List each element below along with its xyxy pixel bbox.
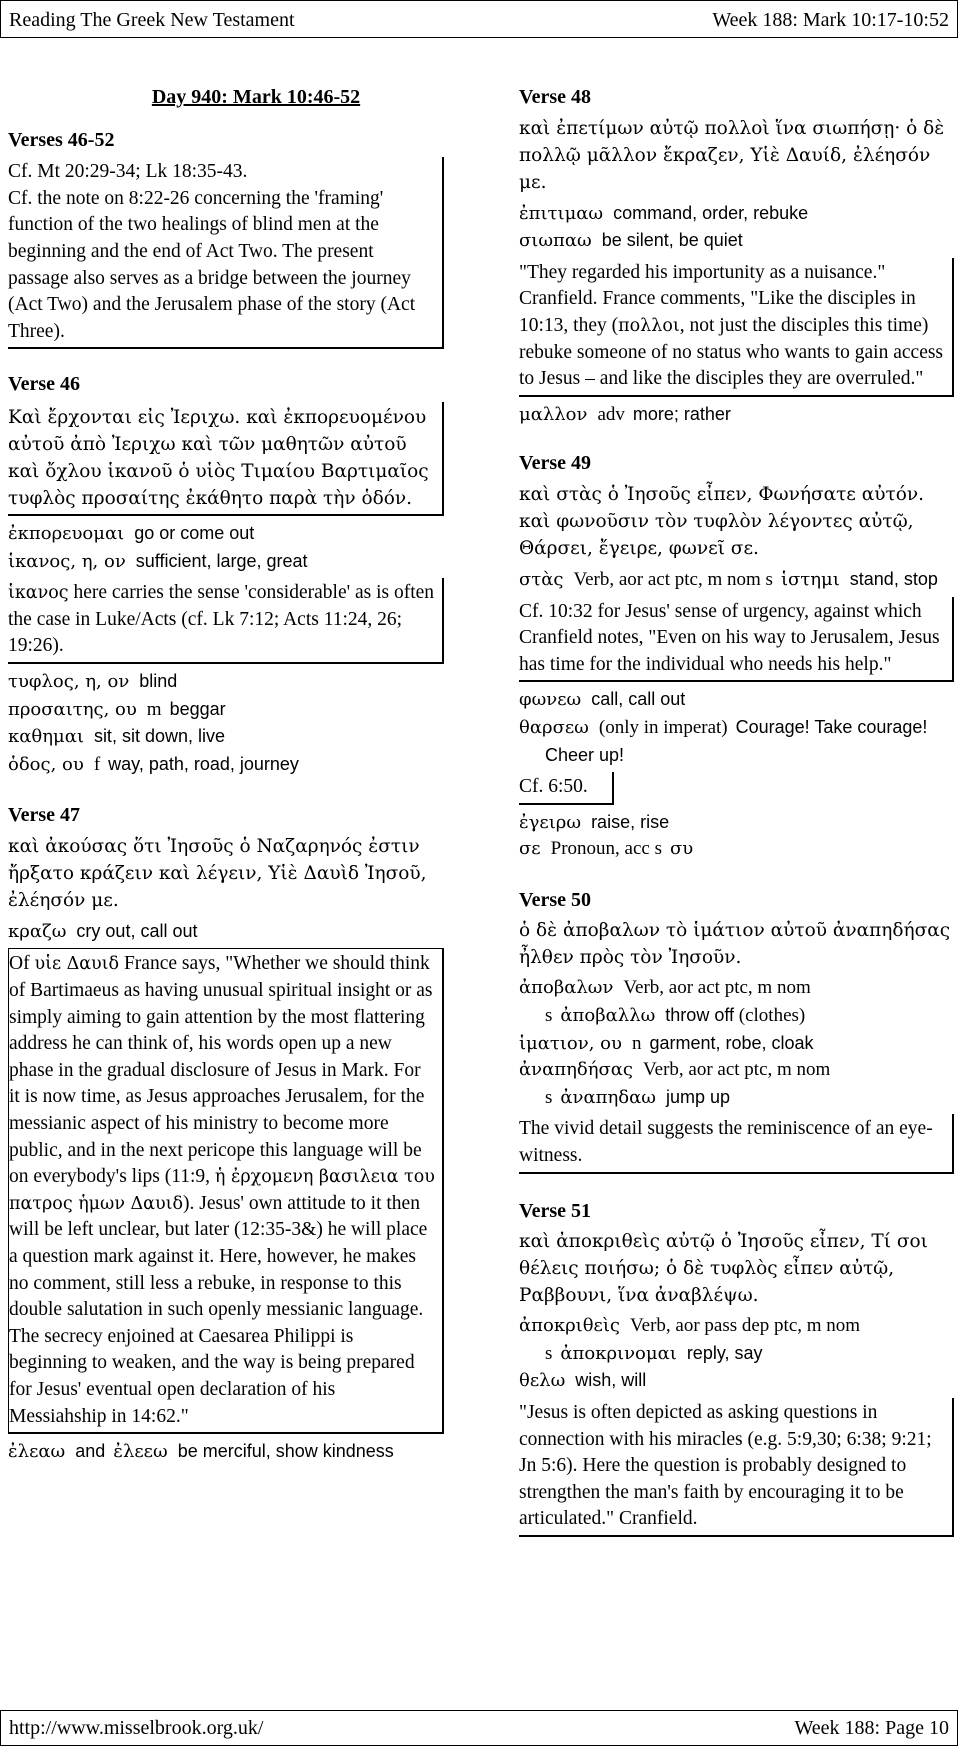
vocab-entry: φωνεω call, call out [519, 689, 686, 711]
verses-heading: Verses 46-52 [8, 128, 115, 151]
verse-46-greek: Καὶ ἔρχονται εἰς Ἰεριχω. καὶ ἐκπορευομένου αὐτοῦ ἀπὸ Ἰεριχω καὶ τῶν μαθητῶν αὐτοῦ καὶ ὄχλου ἱκανοῦ ὁ υἱὸς Τιμαίου Βαρτιμαῖος τυφλὸς προσαίτης ἐκάθητο παρὰ τὴν ὁδόν. [8, 402, 444, 516]
page-footer [0, 1710, 958, 1746]
intro-note-text: Cf. Mt 20:29-34; Lk 18:35-43. Cf. the note on 8:22-26 concerning the 'framing' function of the two healings of blind men at the beginning and the end of Act Two. The present passage also serves as a bridge between the journey (Act Two) and the Jerusalem phase of the story (Act Three). [8, 161, 416, 342]
left-column [8, 84, 444, 1466]
vocab-entry: μαλλον adv more; rather [519, 403, 731, 425]
vocab-entry: καθημαι sit, sit down, live [8, 726, 225, 748]
vocab-entry: ἱματιον, ου n garment, robe, cloak [519, 1032, 814, 1054]
page-header [0, 0, 958, 38]
vocab-entry: ἐκπορευομαι go or come out [8, 522, 255, 544]
vocab-entry: σε Pronoun, acc s συ [519, 838, 694, 860]
vocab-entry: θαρσεω (only in imperat) Courage! Take courage! Cheer up! [519, 716, 928, 765]
intro-note [8, 157, 444, 349]
vocab-entry: ἐπιτιμαω command, order, rebuke [519, 202, 809, 224]
verse-49-note: Cf. 10:32 for Jesus' sense of urgency, against which Cranfield notes, "Even on his way to Jerusalem, Jesus has time for the individual who needs his help." [519, 597, 954, 683]
vocab-entry: ἐγειρω raise, rise [519, 811, 670, 833]
verse-50-heading: Verse 50 [519, 888, 592, 911]
verse-48-heading: Verse 48 [519, 86, 592, 108]
verse-49-note-2: Cf. 6:50. [519, 772, 614, 805]
verse-46-heading: Verse 46 [8, 373, 81, 396]
verse-47-note: Of υἱε Δαυιδ France says, "Whether we should think of Bartimaeus as having unusual spiritual insight or as simply aiming to gain attention by the most flattering address he can think of, his words open up a new phase in the gradual disclosure of Jesus in Mark. For it is now time, as Jesus approaches Jerusalem, for the messianic aspect of his ministry to become more public, and in the next pericope this language will be on everybody's lips (11:9, ἡ ἐρχομενη βασιλεια του πατρος ἡμων Δαυιδ). Jesus' own attitude to it then will be left unclear, but later (12:35-3&) he will place a question mark against it. Here, however, he makes no comment, still less a rebuke, in response to this double salutation in such openly messianic language. The secrecy enjoined at Caesarea Philippi is beginning to weaken, and the way is being prepared for Jesus' eventual open declaration of his Messiahship in 14:62." [8, 948, 444, 1434]
verse-50-greek: ὁ δὲ ἀποβαλων τὸ ἱμάτιον αὐτοῦ ἀναπηδήσας ἦλθεν πρὸς τὸν Ἰησοῦν. [519, 920, 951, 969]
verse-46-note: ἱκανος here carries the sense 'considerable' as is often the case in Luke/Acts (cf. Lk 7:12; Acts 11:24, 26; 19:26). [8, 578, 444, 664]
verse-51-note: "Jesus is often depicted as asking questions in connection with his miracles (e.g. 5:9,30; 6:38; 9:21; Jn 5:6). Here the question is probably designed to strengthen the man's faith by encouraging it to be articulated." Cranfield. [519, 1398, 954, 1537]
vocab-entry: προσαιτης, ου m beggar [8, 698, 226, 720]
vocab-entry: τυφλος, η, ον blind [8, 670, 178, 692]
vocab-entry: στὰς Verb, aor act ptc, m nom s ἱστημι stand, stop [519, 568, 938, 590]
right-column [519, 84, 954, 1541]
day-title: Day 940: Mark 10:46-52 [151, 86, 361, 108]
header-week: Week 188: Mark 10:17-10:52 [712, 9, 949, 31]
vocab-entry: ἀποκριθεὶς Verb, aor pass dep ptc, m nom s ἀποκρινομαι reply, say [519, 1315, 861, 1364]
vocab-entry: ἐλεαω and ἐλεεω be merciful, show kindness [8, 1441, 394, 1463]
verse-48-note: "They regarded his importunity as a nuisance." Cranfield. France comments, "Like the disciples in 10:13, they (πολλοι, not just the disciples this time) rebuke someone of no status who wants to gain access to Jesus – and like the disciples they are overruled." [519, 258, 954, 397]
verse-47-greek: καὶ ἀκούσας ὅτι Ἰησοῦς ὁ Ναζαρηνός ἐστιν ἤρξατο κράζειν καὶ λέγειν, Υἱὲ Δαυὶδ Ἰησοῦ, ἐλέησόν με. [8, 835, 427, 911]
verse-49-greek: καὶ στὰς ὁ Ἰησοῦς εἶπεν, Φωνήσατε αὐτόν. καὶ φωνοῦσιν τὸν τυφλὸν λέγοντες αὐτῷ, Θάρσει, ἔγειρε, φωνεῖ σε. [519, 483, 925, 559]
vocab-entry: ἀναπηδήσας Verb, aor act ptc, m nom s ἀναπηδαω jump up [519, 1059, 831, 1108]
verse-50-note: The vivid detail suggests the reminiscence of an eye-witness. [519, 1114, 954, 1173]
footer-url[interactable]: http://www.misselbrook.org.uk/ [9, 1717, 264, 1739]
header-title: Reading The Greek New Testament [9, 9, 295, 31]
verse-51-greek: καὶ ἀποκριθεὶς αὐτῷ ὁ Ἰησοῦς εἶπεν, Τί σοι θέλεις ποιήσω; ὁ δὲ τυφλὸς εἶπεν αὐτῷ, Ραββουνι, ἵνα ἀναβλέψω. [519, 1231, 928, 1307]
verse-47-heading: Verse 47 [8, 804, 81, 827]
vocab-entry: ὁδος, ου f way, path, road, journey [8, 753, 299, 775]
verse-48-greek: καὶ ἐπετίμων αὐτῷ πολλοὶ ἵνα σιωπήσῃ· ὁ δὲ πολλῷ μᾶλλον ἔκραζεν, Υἱὲ Δαυίδ, ἐλέησόν με. [519, 117, 945, 193]
footer-page-number: Week 188: Page 10 [794, 1717, 949, 1739]
vocab-entry: θελω wish, will [519, 1370, 647, 1392]
verse-49-heading: Verse 49 [519, 452, 592, 475]
vocab-entry: κραζω cry out, call out [8, 920, 198, 942]
vocab-entry: ἱκανος, η, ον sufficient, large, great [8, 550, 308, 572]
vocab-entry: σιωπαω be silent, be quiet [519, 230, 743, 252]
vocab-entry: ἀποβαλων Verb, aor act ptc, m nom s ἀποβαλλω throw off (clothes) [519, 977, 811, 1027]
verse-51-heading: Verse 51 [519, 1199, 592, 1222]
